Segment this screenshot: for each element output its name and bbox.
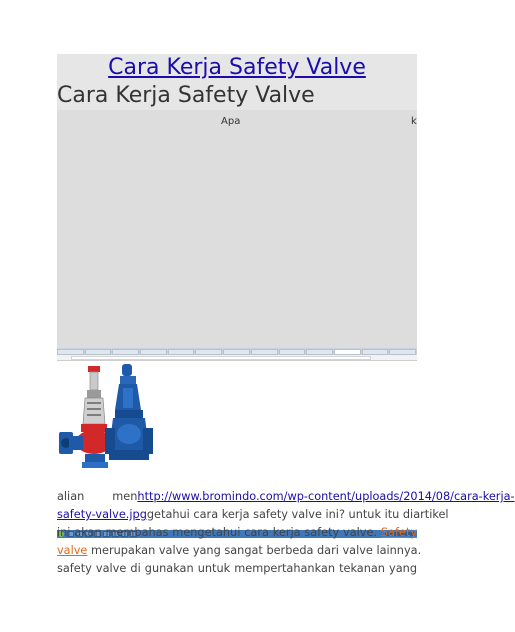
body-line-1	[57, 488, 515, 506]
body-text-fragment: safety valve di gunakan untuk mempertahankan tekanan yang	[57, 562, 417, 575]
article-body	[57, 488, 515, 578]
body-text-fragment: getahui cara kerja safety valve ini? untuk itu diartikel	[146, 508, 449, 521]
safety-valve-link-continued[interactable]: valve	[57, 544, 88, 557]
browser-address-bar	[57, 355, 417, 361]
valve-right-image	[105, 364, 153, 460]
body-text-fragment: men	[112, 490, 138, 503]
safety-valve-link[interactable]: Safety	[380, 526, 418, 539]
page-heading: Cara Kerja Safety Valve	[57, 81, 417, 110]
gray-placeholder-area	[57, 110, 417, 348]
body-text-fragment: merupakan valve yang sangat berbeda dari valve lainnya.	[90, 544, 422, 557]
title-link[interactable]: Cara Kerja Safety Valve	[57, 54, 417, 81]
body-line-2	[57, 506, 449, 524]
body-line-5	[57, 560, 417, 578]
browser-tab-bar	[57, 348, 417, 355]
image-url-link-continued[interactable]: safety-valve.jpg	[57, 508, 147, 521]
body-line-4	[57, 542, 422, 560]
address-field	[71, 356, 371, 360]
image-url-link[interactable]: http://www.bromindo.com/wp-content/uploads/2014/08/cara-kerja-	[137, 490, 515, 503]
valve-left-image	[59, 366, 112, 468]
gray-area-text-right: k	[411, 116, 417, 127]
body-text-fragment: alian	[57, 490, 85, 503]
document-page	[57, 54, 515, 575]
body-line-3	[57, 524, 417, 542]
gray-area-text-left: Apa	[221, 116, 241, 127]
body-text-fragment: ini akan membahas mengetahui cara kerja safety valve.	[57, 526, 378, 539]
